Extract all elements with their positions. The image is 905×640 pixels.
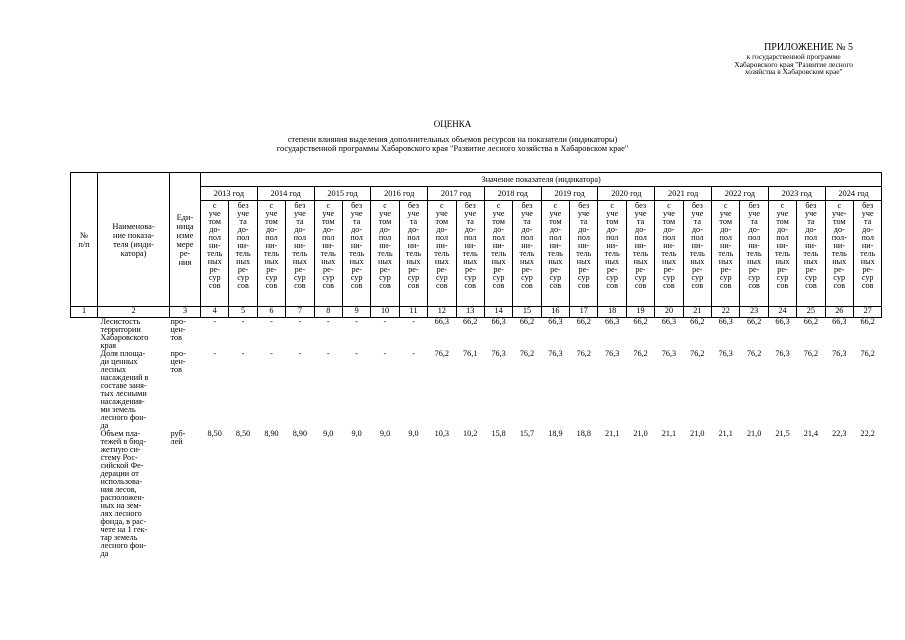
indicator-value: 76,3 — [832, 349, 847, 358]
indicator-value: 66,2 — [860, 317, 875, 326]
col-header-number: № п/п — [71, 173, 98, 307]
indicator-value: - — [270, 349, 273, 358]
indicator-value: 76,2 — [434, 349, 449, 358]
table-row — [71, 318, 882, 351]
indicator-value: - — [383, 317, 387, 326]
appendix-line: Хабаровского края "Развитие лесного — [734, 59, 853, 69]
indicator-value: - — [326, 349, 330, 358]
column-number: 5 — [229, 307, 257, 318]
indicator-value: 66,3 — [661, 317, 677, 326]
indicator-value: - — [241, 349, 245, 358]
subheader-without-resources: без уче та до- пол ни- тель ных ре- сур сов — [286, 201, 314, 307]
column-number: 23 — [740, 307, 768, 318]
column-number: 11 — [399, 307, 427, 318]
year-header: 2014 год — [257, 187, 314, 201]
indicator-value: 8,90 — [264, 429, 279, 438]
indicator-value: 76,3 — [661, 349, 677, 358]
column-number: 6 — [257, 307, 285, 318]
subheader-with-resources: с уче том до- пол ни- тель ных ре- сур сов — [371, 201, 399, 307]
subheader-with-resources: с уче- том до- пол- ни- тель ных ре- сур сов — [825, 201, 853, 307]
year-header: 2013 год — [201, 187, 258, 201]
indicator-value: 10,3 — [434, 429, 449, 438]
subheader-without-resources: без уче та до- пол ни- тель ных ре- сур сов — [570, 201, 598, 307]
indicator-value: 66,2 — [690, 317, 705, 326]
indicator-value: 66,3 — [775, 317, 790, 326]
year-header: 2024 год — [825, 187, 882, 201]
indicator-value: 9,0 — [408, 429, 419, 438]
indicator-value: 76,3 — [718, 349, 733, 358]
indicator-value: 76,1 — [463, 349, 478, 358]
column-number: 27 — [853, 307, 881, 318]
subheader-without-resources: без уче та до- пол ни- тель ных ре- сур сов — [456, 201, 484, 307]
indicator-value: 21,5 — [775, 429, 790, 438]
indicator-value: - — [412, 349, 415, 358]
indicator-value: 76,2 — [633, 349, 648, 358]
subheader-with-resources: с уче том до- пол ни- тель ных ре- сур сов — [484, 201, 512, 307]
indicator-value: 76,3 — [548, 349, 563, 358]
column-number: 4 — [201, 307, 229, 318]
indicator-value: 66,2 — [463, 317, 478, 326]
document-subtitle-line2: государственной программы Хабаровского края "Развитие лесного хозяйства в Хабаровском крае" — [276, 144, 629, 153]
row-number-cell — [71, 350, 98, 430]
year-header: 2016 год — [371, 187, 428, 201]
indicator-value: 76,3 — [605, 349, 620, 358]
column-number: 17 — [570, 307, 598, 318]
indicator-value: 9,0 — [323, 429, 334, 438]
indicator-value: - — [213, 317, 217, 326]
indicator-value: 9,0 — [379, 429, 391, 438]
year-header: 2019 год — [541, 187, 598, 201]
indicator-value: 76,3 — [775, 349, 790, 358]
indicator-name: Объем пла- тежей в бюд- жетную си- стему Рос- сийской Фе- дерации от использова- ния лесов, расположен- ных на зем- лях лесного фонда, в рас- чете на 1 гек- тар земель лесного фон- да — [100, 429, 148, 558]
indicator-value: 66,3 — [434, 317, 449, 326]
year-header: 2015 год — [314, 187, 371, 201]
column-number: 14 — [484, 307, 512, 318]
indicator-value: 10,2 — [463, 429, 478, 438]
indicator-value: - — [298, 317, 302, 326]
appendix-block — [734, 42, 853, 76]
indicator-value: 22,2 — [860, 429, 875, 438]
indicator-table — [70, 172, 882, 558]
year-header: 2020 год — [598, 187, 655, 201]
indicator-unit: руб- лей — [170, 429, 186, 446]
column-number: 1 — [71, 307, 98, 318]
column-number: 24 — [768, 307, 796, 318]
column-number: 2 — [98, 307, 170, 318]
indicator-value: 9,0 — [351, 429, 362, 438]
subheader-with-resources: с уче том до- пол ни- тель ных ре- сур сов — [428, 201, 456, 307]
indicator-value: 76,2 — [746, 349, 762, 358]
indicator-value: 15,7 — [519, 429, 535, 438]
subheader-without-resources: без уче та до- пол ни- тель ных ре- сур сов — [683, 201, 711, 307]
indicator-name: Доля площа- ди ценных лесных насаждений в составе заня- тых лесными насаждения- ми земель лесного фон- да — [100, 349, 149, 430]
appendix-line: хозяйства в Хабаровском крае" — [744, 67, 843, 77]
indicator-value: 18,9 — [548, 429, 563, 438]
subheader-with-resources: с уче том до- пол ни- тель ных ре- сур сов — [201, 201, 229, 307]
year-header: 2018 год — [484, 187, 541, 201]
subheader-with-resources: с уче том до- пол ни- тель ных ре- сур сов — [598, 201, 626, 307]
indicator-value: 8,50 — [207, 429, 222, 438]
column-number: 19 — [626, 307, 654, 318]
indicator-value: 66,2 — [633, 317, 648, 326]
indicator-value: 66,3 — [605, 317, 620, 326]
indicator-value: 66,3 — [718, 317, 733, 326]
indicator-value: 76,2 — [519, 349, 535, 358]
subheader-without-resources: без уче та до- пол ни- тель ных ре- сур сов — [797, 201, 825, 307]
year-header: 2017 год — [428, 187, 485, 201]
subheader-without-resources: без уче та до- пол ни- тель ных ре- сур сов — [740, 201, 768, 307]
col-header-name: Наименова- ние показа- теля (инди- катора) — [98, 173, 170, 307]
subheader-with-resources: с уче том до- пол ни- тель ных ре- сур сов — [257, 201, 285, 307]
column-number: 18 — [598, 307, 626, 318]
subheader-without-resources: без уче та до- пол ни- тель ных ре- сур сов — [853, 201, 881, 307]
column-number: 13 — [456, 307, 484, 318]
indicator-value: 8,50 — [235, 429, 251, 438]
indicator-value: 21,1 — [718, 429, 733, 438]
column-number: 16 — [541, 307, 569, 318]
indicator-value: 66,2 — [746, 317, 762, 326]
year-header: 2022 год — [712, 187, 769, 201]
subheader-with-resources: с уче том до- пол ни- тель ных ре- сур сов — [655, 201, 683, 307]
document-title: ОЦЕНКА — [433, 119, 472, 129]
indicator-value: 21,4 — [803, 429, 819, 438]
column-number: 21 — [683, 307, 711, 318]
column-number: 10 — [371, 307, 399, 318]
year-header: 2023 год — [768, 187, 825, 201]
indicator-value: 21,0 — [633, 429, 648, 438]
column-number: 7 — [286, 307, 314, 318]
column-number: 9 — [342, 307, 370, 318]
subheader-with-resources: с уче том до- пол ни- тель ных ре- сур сов — [712, 201, 740, 307]
indicator-value: - — [383, 349, 387, 358]
indicator-value: 66,3 — [832, 317, 847, 326]
subheader-without-resources: без уче та до- пол ни- тель ных ре- сур сов — [229, 201, 257, 307]
indicator-unit: про- цен- тов — [170, 349, 186, 374]
indicator-value: 76,2 — [860, 349, 875, 358]
subheader-with-resources: с уче том до- пол ни- тель ных ре- сур сов — [314, 201, 342, 307]
table-row — [71, 350, 882, 430]
subheader-without-resources: без уче та до- пол ни- тель ных ре- сур сов — [342, 201, 370, 307]
column-number: 3 — [170, 307, 201, 318]
indicator-value: 66,2 — [576, 317, 591, 326]
indicator-value: - — [213, 349, 217, 358]
indicator-value: 76,3 — [491, 349, 506, 358]
indicator-value: - — [412, 317, 415, 326]
document-subtitle-line1: степени влияния выделения дополнительных объемов ресурсов на показатели (индикаторы) — [287, 135, 618, 144]
year-header: 2021 год — [655, 187, 712, 201]
indicator-value: 76,2 — [690, 349, 705, 358]
column-number: 26 — [825, 307, 853, 318]
indicator-value: 66,3 — [491, 317, 506, 326]
indicator-value: - — [326, 317, 330, 326]
indicator-value: 8,90 — [292, 429, 308, 438]
column-number: 22 — [712, 307, 740, 318]
appendix-title: ПРИЛОЖЕНИЕ № 5 — [764, 42, 853, 53]
column-number: 15 — [513, 307, 541, 318]
indicator-name: Лесистость территории Хабаровского края — [100, 317, 149, 350]
indicator-value: 18,8 — [576, 429, 591, 438]
row-number-cell — [71, 430, 98, 558]
column-number: 12 — [428, 307, 456, 318]
subheader-without-resources: без уче та до- пол ни- тель ных ре- сур сов — [513, 201, 541, 307]
subheader-with-resources: с уче том до- пол ни- тель ных ре- сур сов — [768, 201, 796, 307]
appendix-subtitle — [734, 53, 853, 76]
row-number-cell — [71, 318, 98, 351]
subheader-without-resources: без уче та до- пол ни- тель ных ре- сур сов — [399, 201, 427, 307]
indicator-value: - — [270, 317, 273, 326]
column-number: 20 — [655, 307, 683, 318]
column-number: 8 — [314, 307, 342, 318]
document-heading — [0, 119, 905, 153]
subheader-without-resources: без уче та до- пол ни- тель ных ре- сур сов — [626, 201, 654, 307]
indicator-value: 15,8 — [491, 429, 506, 438]
indicator-value: 21,1 — [605, 429, 620, 438]
indicator-unit: про- цен- тов — [170, 317, 186, 342]
indicator-value: - — [355, 317, 359, 326]
appendix-line: к государственной программе — [746, 52, 841, 61]
indicator-value: 21,0 — [690, 429, 705, 438]
indicator-value: - — [355, 349, 359, 358]
indicator-value: - — [298, 349, 302, 358]
indicator-value: 66,2 — [803, 317, 819, 326]
col-header-value: Значение показателя (индикатора) — [201, 173, 882, 187]
indicator-value: 21,0 — [746, 429, 762, 438]
indicator-value: - — [241, 317, 245, 326]
subheader-with-resources: с уче том до- пол ни- тель ных ре- сур сов — [541, 201, 569, 307]
indicator-value: 22,3 — [832, 429, 847, 438]
table-row — [71, 430, 882, 558]
col-header-unit: Еди- ница изме мере ре- ния — [170, 173, 201, 307]
indicator-value: 76,2 — [803, 349, 819, 358]
indicator-value: 76,2 — [576, 349, 591, 358]
column-number: 25 — [797, 307, 825, 318]
indicator-value: 21,1 — [661, 429, 677, 438]
indicator-value: 66,2 — [519, 317, 535, 326]
indicator-value: 66,3 — [548, 317, 563, 326]
